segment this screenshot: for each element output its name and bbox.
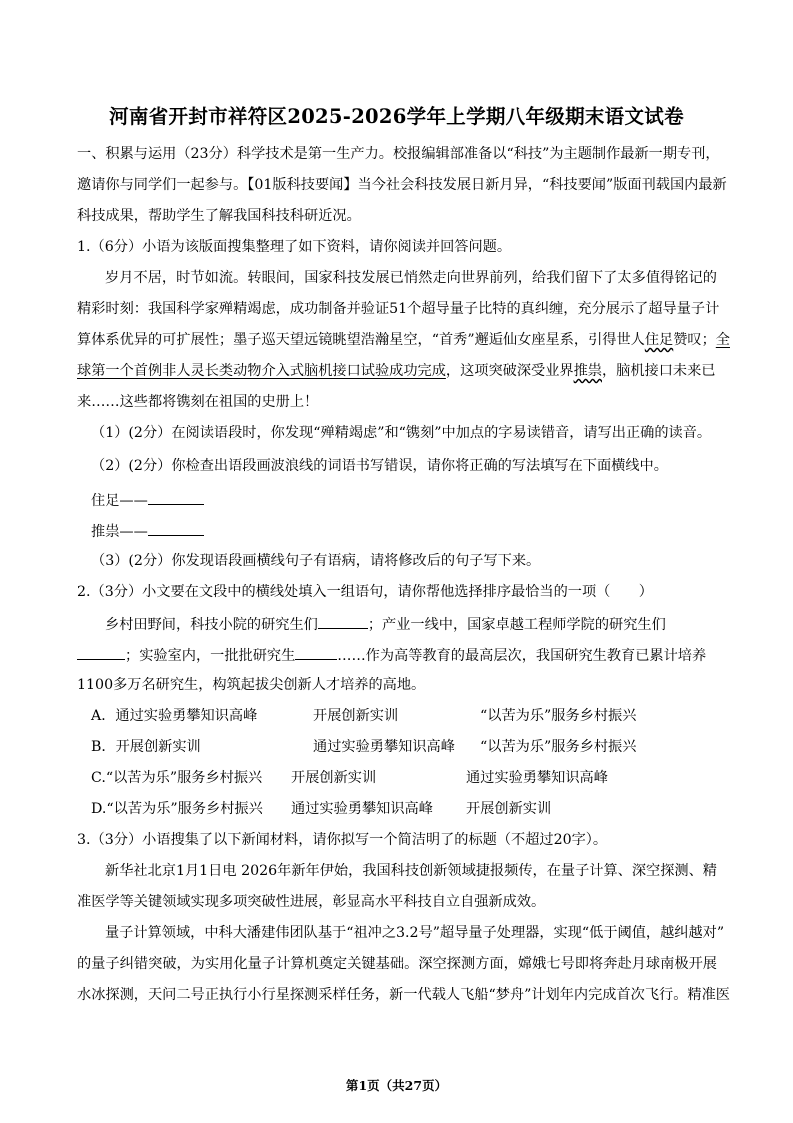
- q2-p2-text: ；实验室内，一批批研究生: [125, 648, 296, 664]
- underlined-sentence: 球第一个首例非人灵长类动物介入式脑机接口试验成功完成: [77, 363, 446, 379]
- q2-option-a[interactable]: [91, 707, 257, 725]
- intro-line-2: 邀请你与同学们一起参与。【01版科技要闻】当今社会科技发展日新月异，“科技要闻”版面刊载国内最新: [77, 177, 727, 193]
- q3-news-line-4: 的量子纠错突破，为实用化量子计算机奠定关键基础。深空探测方面，嫦娥七号即将奔赴月球南极开展: [77, 956, 717, 972]
- q3-stem: 3.（3分）小语搜集了以下新闻材料，请你拟写一个简洁明了的标题（不超过20字）。: [77, 832, 608, 848]
- q2-p2-text-b: ……作为高等教育的最高层次，我国研究生教育已累计培养: [337, 648, 707, 664]
- q2-p1-text: 乡村田野间，科技小院的研究生们: [105, 617, 318, 633]
- answer-label-zhuzu: 住足——: [91, 493, 148, 509]
- q2-option-c-part-2: 开展创新实训: [291, 770, 377, 786]
- intro-line-1: 一、积累与运用（23分）科学技术是第一生产力。校报编辑部准备以“科技”为主题制作最新一期专刊，: [77, 146, 720, 162]
- q2-option-b-part-3: “以苦为乐”服务乡村振兴: [480, 739, 637, 755]
- option-d-part-1: D.“以苦为乐”服务乡村振兴: [91, 801, 263, 817]
- q1-passage-line-2: 精彩时刻：我国科学家殚精竭虑，成功制备并验证51个超导量子比特的真纠缠，充分展示了超导量子计: [77, 301, 720, 317]
- q2-option-d[interactable]: [91, 800, 263, 818]
- q1-passage-line-5: 来……这些都将镌刻在祖国的史册上！: [77, 394, 319, 410]
- q1-passage-line-1: 岁月不居，时节如流。转眼间，国家科技发展已悄然走向世界前列，给我们留下了太多值得铭记的: [105, 270, 717, 286]
- q3-news-line-5: 水冰探测，天问二号正执行小行星探测采样任务，新一代载人飞船“梦舟”计划年内完成首次飞行。精准医: [77, 987, 730, 1003]
- q1-p4-text: ，这项突破深受业界: [445, 363, 574, 379]
- page-footer: [0, 1076, 793, 1094]
- q1-sub-3: （3）(2分）你发现语段画横线句子有语病，请将修改后的句子写下来。: [91, 553, 541, 569]
- q2-passage-line-3: 1100多万名研究生，构筑起拔尖创新人才培养的高地。: [77, 677, 426, 693]
- q2-option-c-part-3: 通过实验勇攀知识高峰: [466, 770, 608, 786]
- footer-post: 页）: [422, 1078, 448, 1093]
- q3-news-line-1: 新华社北京1月1日电 2026年新年伊始，我国科技创新领域捷报频传，在量子计算、深空探测、精: [105, 863, 717, 879]
- q2-option-a-part-2: 开展创新实训: [313, 708, 399, 724]
- q2-option-a-part-3: “以苦为乐”服务乡村振兴: [480, 708, 637, 724]
- option-c-part-1: C.“以苦为乐”服务乡村振兴: [91, 770, 263, 786]
- q2-stem: 2.（3分）小文要在文段中的横线处填入一组语句，请你帮他选择排序最恰当的一项（ ）: [77, 584, 653, 600]
- q1-passage-line-4: [77, 362, 716, 380]
- option-a-part-1: A．通过实验勇攀知识高峰: [91, 708, 258, 724]
- option-b-part-1: B．开展创新实训: [91, 739, 201, 755]
- underlined-sentence-start: 全: [715, 332, 730, 348]
- q1-p4-text-b: ，脑机接口未来已: [601, 363, 716, 379]
- q1-sub-2: （2）(2分）你检查出语段画波浪线的词语书写错误，请你将正确的写法填写在下面横线中。: [91, 458, 668, 474]
- q1-answer-2: [91, 521, 204, 541]
- q3-news-line-3: 量子计算领域，中科大潘建伟团队基于“祖冲之3.2号”超导量子处理器，实现“低于阈值，越纠越对”: [105, 925, 725, 941]
- footer-pre: 第: [345, 1078, 359, 1093]
- exam-title: 河南省开封市祥符区2025-2026学年上学期八年级期末语文试卷: [109, 105, 684, 128]
- q1-p3-text: 算体系优异的可扩展性；墨子巡天望远镜眺望浩瀚星空，“首秀”邂逅仙女座星系，引得世人: [77, 332, 645, 348]
- q3-news-line-2: 准医学等关键领域实现多项突破性进展，彰显高水平科技自立自强新成效。: [77, 894, 546, 910]
- wavy-word-tuisui: 推祟: [573, 363, 602, 379]
- q2-blank-2[interactable]: [77, 645, 125, 660]
- q2-option-b-part-2: 通过实验勇攀知识高峰: [313, 739, 455, 755]
- q2-option-d-part-2: 通过实验勇攀知识高峰: [291, 801, 433, 817]
- q1-sub-1: （1）(2分）在阅读语段时，你发现“殚精竭虑”和“镌刻”中加点的字易读错音，请写出正确的读音。: [91, 425, 712, 441]
- q2-passage-line-1: [105, 614, 666, 634]
- answer-blank-tuisui[interactable]: [148, 521, 204, 536]
- q1-stem: 1.（6分）小语为该版面搜集整理了如下资料，请你阅读并回答问题。: [77, 239, 512, 255]
- q2-p1-text-b: ；产业一线中，国家卓越工程师学院的研究生们: [367, 617, 666, 633]
- q2-blank-3[interactable]: [295, 645, 337, 660]
- q2-passage-line-2: [77, 645, 706, 665]
- q2-option-b[interactable]: [91, 738, 201, 756]
- q2-option-c[interactable]: [91, 769, 262, 787]
- intro-line-3: 科技成果，帮助学生了解我国科技科研近况。: [77, 208, 361, 224]
- answer-label-tuisui: 推祟——: [91, 524, 148, 540]
- q2-option-d-part-3: 开展创新实训: [466, 801, 552, 817]
- q1-p3-text-b: 赞叹；: [673, 332, 716, 348]
- footer-mid: 页（共: [367, 1078, 405, 1093]
- footer-page-number: 1: [358, 1078, 368, 1093]
- q1-answer-1: [91, 490, 204, 510]
- footer-total-pages: 27: [404, 1078, 423, 1093]
- wavy-word-zhuzu: 住足: [644, 332, 674, 348]
- q2-blank-1[interactable]: [318, 614, 368, 629]
- answer-blank-zhuzu[interactable]: [148, 490, 204, 505]
- q1-passage-line-3: [77, 331, 730, 349]
